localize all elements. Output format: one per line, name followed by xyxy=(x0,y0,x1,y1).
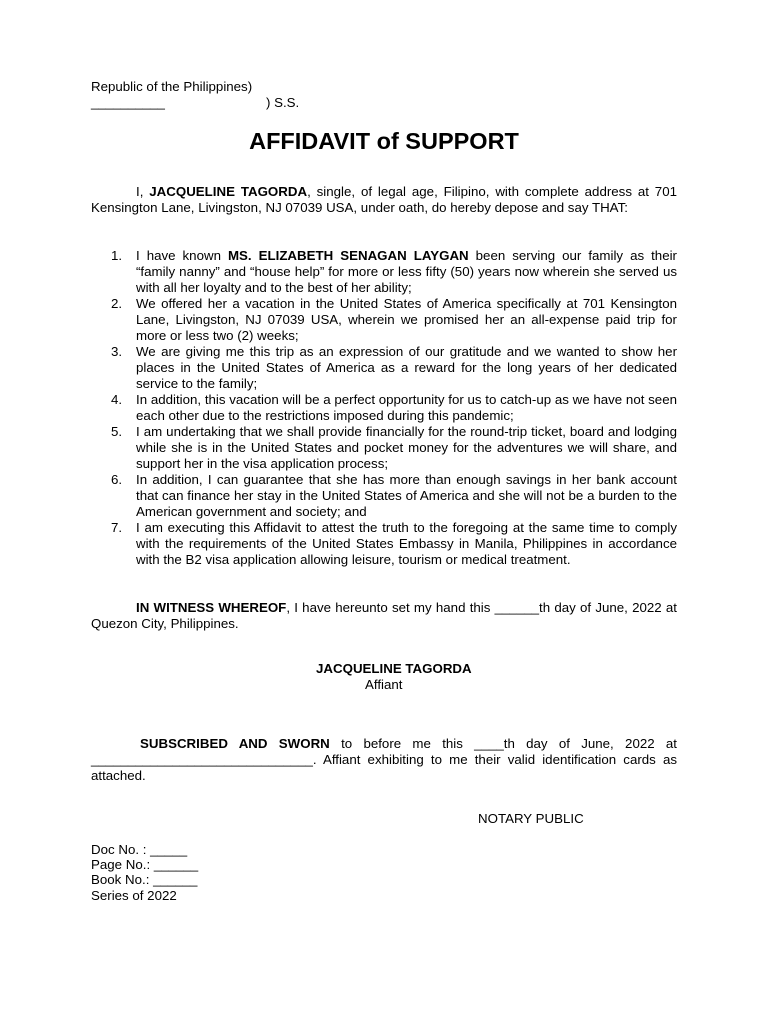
jurat-heading: SUBSCRIBED AND SWORN xyxy=(140,736,330,751)
statement-list xyxy=(91,248,677,568)
statement-number: 6. xyxy=(111,472,123,487)
statement-number: 2. xyxy=(111,296,123,311)
page-number: Page No.: ______ xyxy=(91,857,199,872)
book-number: Book No.: ______ xyxy=(91,872,198,887)
statement-item-3 xyxy=(91,344,677,392)
statement-item-2 xyxy=(91,296,677,344)
doc-number: Doc No. : _____ xyxy=(91,842,188,857)
witness-paragraph xyxy=(91,600,677,632)
statement-text: In addition, I can guarantee that she has more than enough savings in her bank account that can finance her stay in the United States of America and she will not be a burden to the American government and society; and xyxy=(136,472,677,519)
notary-public-label: NOTARY PUBLIC xyxy=(478,811,584,826)
intro-paragraph xyxy=(91,184,677,216)
statement-text: I am executing this Affidavit to attest the truth to the foregoing at the same time to comply with the requirements of the United States Embassy in Manila, Philippines in accordance with the B2 visa application allowing leisure, tourism or medical treatment. xyxy=(136,520,677,567)
statement-text: We offered her a vacation in the United States of America specifically at 701 Kensington Lane, Livingston, NJ 07039 USA, wherein we promised her an all-expense paid trip for more or less two (2) weeks; xyxy=(136,296,677,343)
intro-post: , single, of legal age, Filipino, with complete address at 701 Kensington Lane, Livingston, NJ 07039 USA, under oath, do hereby depose and say THAT: xyxy=(91,184,677,215)
venue-ss: ) S.S. xyxy=(266,95,300,110)
witness-text: , I have hereunto set my hand this ______th day of June, 2022 at Quezon City, Philippines. xyxy=(91,600,677,631)
statement-item-6 xyxy=(91,472,677,520)
statement-number: 7. xyxy=(111,520,123,535)
statement-pre: I have known xyxy=(136,248,228,263)
statement-item-5 xyxy=(91,424,677,472)
series-year: Series of 2022 xyxy=(91,888,177,903)
statement-number: 1. xyxy=(111,248,123,263)
statement-number: 5. xyxy=(111,424,123,439)
venue-line-republic: Republic of the Philippines) xyxy=(91,79,253,94)
statement-item-1 xyxy=(91,248,677,296)
intro-pre: I, xyxy=(136,184,150,199)
venue-blank: __________ xyxy=(91,95,165,110)
intro-affiant-name: JACQUELINE TAGORDA xyxy=(149,184,308,199)
statement-number: 4. xyxy=(111,392,123,407)
statement-post: been serving our family as their “family nanny” and “house help” for more or less fifty (50) years now wherein she served us with all her loyalty and to the best of her ability; xyxy=(136,248,677,295)
statement-text: We are giving me this trip as an expression of our gratitude and we wanted to show her places in the United States of America as a reward for the long years of her dedicated service to the family; xyxy=(136,344,677,391)
statement-beneficiary-name: MS. ELIZABETH SENAGAN LAYGAN xyxy=(227,248,469,263)
statement-text: In addition, this vacation will be a perfect opportunity for us to catch-up as we have not seen each other due to the restrictions imposed during this pandemic; xyxy=(136,392,677,423)
document-title: AFFIDAVIT of SUPPORT xyxy=(249,128,519,154)
affiant-signature-name: JACQUELINE TAGORDA xyxy=(316,661,472,676)
affiant-label: Affiant xyxy=(365,677,403,692)
jurat-text: to before me this ____th day of June, 2022 at ______________________________. Affiant exhibiting to me their valid identification cards as attached. xyxy=(91,736,677,783)
statement-item-7 xyxy=(91,520,677,568)
statement-item-4 xyxy=(91,392,677,424)
jurat-paragraph xyxy=(91,736,677,784)
statement-text: I am undertaking that we shall provide financially for the round-trip ticket, board and lodging while she is in the United States and pocket money for the adventures we will share, and support her in the visa application process; xyxy=(136,424,677,471)
statement-number: 3. xyxy=(111,344,123,359)
witness-heading: IN WITNESS WHEREOF xyxy=(136,600,287,615)
